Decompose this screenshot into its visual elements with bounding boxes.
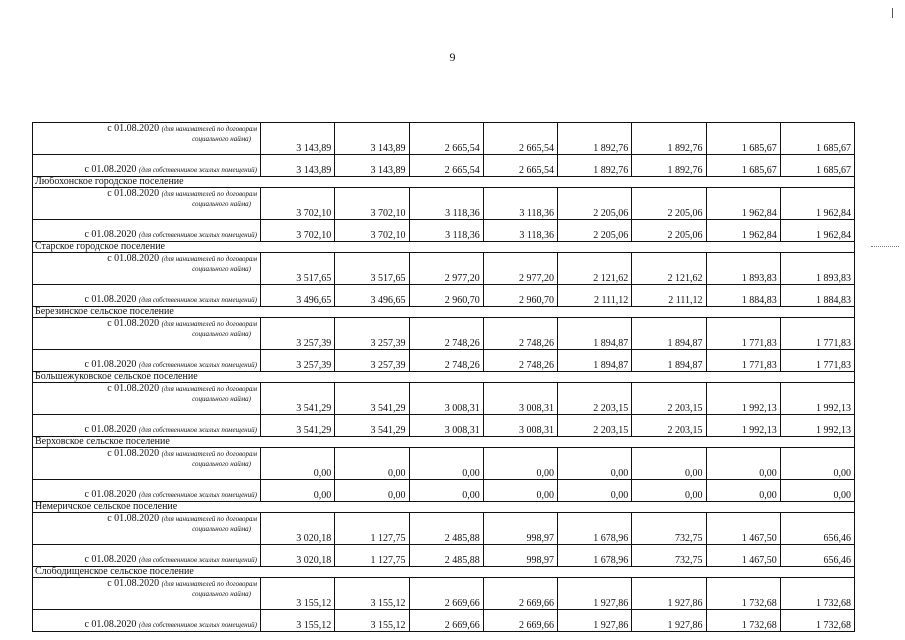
settlement-name: Березинское сельское поселение xyxy=(33,307,855,318)
tariff-value: 2 111,12 xyxy=(632,285,706,307)
category-note-continued: социального найма) xyxy=(192,590,251,598)
effective-date: с 01.08.2020 xyxy=(107,123,160,134)
row-label xyxy=(33,350,261,372)
tariff-value: 1 732,68 xyxy=(780,578,854,610)
settlement-heading-row xyxy=(33,177,855,188)
owner-tariff-row xyxy=(33,350,855,372)
tariff-value: 3 257,39 xyxy=(261,318,335,350)
effective-date: с 01.08.2020 xyxy=(107,513,160,524)
tariff-value: 3 517,65 xyxy=(335,253,409,285)
tariff-value: 1 893,83 xyxy=(706,253,780,285)
owner-tariff-row xyxy=(33,220,855,242)
effective-date: с 01.08.2020 xyxy=(84,229,137,240)
effective-date: с 01.08.2020 xyxy=(107,253,160,264)
tariff-value: 3 118,36 xyxy=(483,188,557,220)
effective-date: с 01.08.2020 xyxy=(107,578,160,589)
tariff-value: 2 205,06 xyxy=(632,188,706,220)
tariff-value: 2 748,26 xyxy=(483,318,557,350)
effective-date: с 01.08.2020 xyxy=(84,489,137,500)
settlement-heading-row xyxy=(33,307,855,318)
tariff-value: 2 748,26 xyxy=(409,350,483,372)
tariff-value: 2 669,66 xyxy=(409,578,483,610)
tariff-value: 1 992,13 xyxy=(780,383,854,415)
effective-date: с 01.08.2020 xyxy=(84,359,137,370)
tariff-value: 2 665,54 xyxy=(483,123,557,155)
tariff-value: 0,00 xyxy=(261,480,335,502)
category-note: (для нанимателей по договорам xyxy=(161,385,257,393)
tariff-value: 2 669,66 xyxy=(483,578,557,610)
owner-tariff-row xyxy=(33,285,855,307)
category-note-continued: социального найма) xyxy=(192,200,251,208)
owner-tariff-row xyxy=(33,480,855,502)
settlement-heading-row xyxy=(33,372,855,383)
tariff-value: 732,75 xyxy=(632,545,706,567)
tenant-tariff-row xyxy=(33,578,855,610)
tariff-value: 1 962,84 xyxy=(780,220,854,242)
tenant-tariff-row xyxy=(33,253,855,285)
tariff-value: 0,00 xyxy=(632,480,706,502)
tariff-value: 1 927,86 xyxy=(632,610,706,632)
category-note: (для собственников жилых помещений) xyxy=(138,296,257,304)
tariff-value: 1 771,83 xyxy=(780,318,854,350)
effective-date: с 01.08.2020 xyxy=(84,424,137,435)
tariff-value: 0,00 xyxy=(558,448,632,480)
owner-tariff-row xyxy=(33,415,855,437)
category-note-continued: социального найма) xyxy=(192,135,251,143)
tariff-value: 2 203,15 xyxy=(558,415,632,437)
tariff-value: 3 541,29 xyxy=(335,383,409,415)
tariff-value: 1 685,67 xyxy=(780,155,854,177)
owner-tariff-row xyxy=(33,610,855,632)
row-label xyxy=(33,318,261,350)
tariff-value: 2 977,20 xyxy=(409,253,483,285)
tariff-value: 3 702,10 xyxy=(335,220,409,242)
tariff-value: 0,00 xyxy=(335,448,409,480)
tariff-value: 1 732,68 xyxy=(780,610,854,632)
row-label xyxy=(33,220,261,242)
tariff-value: 1 962,84 xyxy=(706,188,780,220)
tariff-value: 2 665,54 xyxy=(409,123,483,155)
tariff-value: 2 203,15 xyxy=(632,383,706,415)
effective-date: с 01.08.2020 xyxy=(107,188,160,199)
tariff-value: 3 496,65 xyxy=(261,285,335,307)
category-note: (для нанимателей по договорам xyxy=(161,450,257,458)
tenant-tariff-row xyxy=(33,448,855,480)
tariff-value: 1 992,13 xyxy=(780,415,854,437)
tariff-value: 1 685,67 xyxy=(706,155,780,177)
tariff-value: 2 665,54 xyxy=(409,155,483,177)
category-note: (для собственников жилых помещений) xyxy=(138,621,257,629)
tariff-value: 1 893,83 xyxy=(780,253,854,285)
category-note-continued: социального найма) xyxy=(192,525,251,533)
tariff-value: 1 927,86 xyxy=(632,578,706,610)
tariff-value: 732,75 xyxy=(632,513,706,545)
tariff-value: 2 748,26 xyxy=(409,318,483,350)
tariff-value: 3 118,36 xyxy=(483,220,557,242)
tariff-value: 3 155,12 xyxy=(335,578,409,610)
tariff-value: 3 008,31 xyxy=(483,415,557,437)
tariff-value: 0,00 xyxy=(780,448,854,480)
tariff-value: 0,00 xyxy=(409,448,483,480)
tariff-table xyxy=(32,122,855,632)
tariff-value: 3 702,10 xyxy=(335,188,409,220)
owner-tariff-row xyxy=(33,545,855,567)
tariff-value: 2 205,06 xyxy=(558,220,632,242)
tariff-value: 2 203,15 xyxy=(558,383,632,415)
row-label xyxy=(33,610,261,632)
tariff-value: 1 771,83 xyxy=(780,350,854,372)
tariff-value: 2 669,66 xyxy=(409,610,483,632)
tariff-value: 3 496,65 xyxy=(335,285,409,307)
tariff-value: 1 894,87 xyxy=(632,318,706,350)
tariff-value: 3 118,36 xyxy=(409,220,483,242)
tariff-value: 3 541,29 xyxy=(335,415,409,437)
tariff-value: 1 894,87 xyxy=(558,350,632,372)
tariff-value: 1 685,67 xyxy=(706,123,780,155)
category-note: (для собственников жилых помещений) xyxy=(138,361,257,369)
tariff-value: 3 143,89 xyxy=(335,155,409,177)
settlement-name: Верховское сельское поселение xyxy=(33,437,855,448)
tariff-value: 998,97 xyxy=(483,513,557,545)
category-note-continued: социального найма) xyxy=(192,330,251,338)
row-label xyxy=(33,578,261,610)
tariff-value: 1 992,13 xyxy=(706,383,780,415)
settlement-heading-row xyxy=(33,242,855,253)
tariff-value: 2 669,66 xyxy=(483,610,557,632)
category-note: (для собственников жилых помещений) xyxy=(138,166,257,174)
category-note: (для нанимателей по договорам xyxy=(161,515,257,523)
tariff-value: 0,00 xyxy=(558,480,632,502)
tariff-value: 1 884,83 xyxy=(780,285,854,307)
tariff-value: 0,00 xyxy=(483,480,557,502)
settlement-heading-row xyxy=(33,567,855,578)
tariff-value: 3 702,10 xyxy=(261,220,335,242)
tariff-value: 0,00 xyxy=(780,480,854,502)
tariff-value: 3 143,89 xyxy=(261,155,335,177)
tariff-value: 2 205,06 xyxy=(632,220,706,242)
tariff-value: 0,00 xyxy=(706,448,780,480)
tariff-value: 3 155,12 xyxy=(261,610,335,632)
row-label xyxy=(33,123,261,155)
tariff-value: 1 892,76 xyxy=(632,123,706,155)
category-note: (для собственников жилых помещений) xyxy=(138,556,257,564)
effective-date: с 01.08.2020 xyxy=(84,619,137,630)
tariff-value: 0,00 xyxy=(483,448,557,480)
tariff-value: 3 702,10 xyxy=(261,188,335,220)
tariff-value: 1 927,86 xyxy=(558,610,632,632)
tariff-value: 1 892,76 xyxy=(558,123,632,155)
category-note: (для нанимателей по договорам xyxy=(161,255,257,263)
category-note: (для нанимателей по договорам xyxy=(161,125,257,133)
tariff-value: 0,00 xyxy=(261,448,335,480)
category-note-continued: социального найма) xyxy=(192,395,251,403)
tariff-value: 1 962,84 xyxy=(706,220,780,242)
tariff-value: 2 960,70 xyxy=(409,285,483,307)
settlement-name: Слободищенское сельское поселение xyxy=(33,567,855,578)
effective-date: с 01.08.2020 xyxy=(84,164,137,175)
scan-edge-dots xyxy=(871,246,899,247)
row-label xyxy=(33,448,261,480)
effective-date: с 01.08.2020 xyxy=(107,383,160,394)
tenant-tariff-row xyxy=(33,513,855,545)
tariff-value: 3 008,31 xyxy=(483,383,557,415)
tenant-tariff-row xyxy=(33,123,855,155)
tariff-value: 998,97 xyxy=(483,545,557,567)
row-label xyxy=(33,545,261,567)
category-note: (для нанимателей по договорам xyxy=(161,580,257,588)
tariff-value: 3 020,18 xyxy=(261,513,335,545)
tariff-value: 2 485,88 xyxy=(409,545,483,567)
tariff-value: 3 008,31 xyxy=(409,383,483,415)
tariff-value: 3 257,39 xyxy=(335,318,409,350)
tariff-value: 1 962,84 xyxy=(780,188,854,220)
tariff-value: 3 541,29 xyxy=(261,383,335,415)
tariff-value: 3 257,39 xyxy=(261,350,335,372)
tariff-value: 1 771,83 xyxy=(706,318,780,350)
tariff-value: 1 892,76 xyxy=(632,155,706,177)
owner-tariff-row xyxy=(33,155,855,177)
row-label xyxy=(33,415,261,437)
tariff-value: 1 992,13 xyxy=(706,415,780,437)
tariff-value: 1 467,50 xyxy=(706,513,780,545)
effective-date: с 01.08.2020 xyxy=(84,294,137,305)
tariff-value: 2 960,70 xyxy=(483,285,557,307)
tariff-value: 0,00 xyxy=(335,480,409,502)
tariff-value: 3 143,89 xyxy=(335,123,409,155)
tariff-value: 0,00 xyxy=(632,448,706,480)
tariff-value: 3 517,65 xyxy=(261,253,335,285)
tariff-value: 656,46 xyxy=(780,545,854,567)
settlement-heading-row xyxy=(33,502,855,513)
settlement-name: Любохонское городское поселение xyxy=(33,177,855,188)
tariff-value: 1 732,68 xyxy=(706,578,780,610)
effective-date: с 01.08.2020 xyxy=(107,318,160,329)
tariff-value: 1 127,75 xyxy=(335,545,409,567)
tariff-value: 1 927,86 xyxy=(558,578,632,610)
tariff-value: 1 467,50 xyxy=(706,545,780,567)
tariff-value: 2 121,62 xyxy=(632,253,706,285)
scan-edge-mark xyxy=(892,8,893,18)
tariff-value: 2 485,88 xyxy=(409,513,483,545)
row-label xyxy=(33,155,261,177)
category-note: (для собственников жилых помещений) xyxy=(138,426,257,434)
settlement-name: Старское городское поселение xyxy=(33,242,855,253)
tariff-table-body xyxy=(33,123,855,632)
row-label xyxy=(33,253,261,285)
tariff-value: 1 685,67 xyxy=(780,123,854,155)
tariff-value: 3 143,89 xyxy=(261,123,335,155)
category-note: (для собственников жилых помещений) xyxy=(138,231,257,239)
tariff-value: 3 155,12 xyxy=(261,578,335,610)
tariff-value: 2 205,06 xyxy=(558,188,632,220)
tariff-value: 3 541,29 xyxy=(261,415,335,437)
row-label xyxy=(33,285,261,307)
tariff-value: 656,46 xyxy=(780,513,854,545)
tariff-value: 1 771,83 xyxy=(706,350,780,372)
tariff-value: 3 020,18 xyxy=(261,545,335,567)
tariff-value: 0,00 xyxy=(706,480,780,502)
row-label xyxy=(33,188,261,220)
tenant-tariff-row xyxy=(33,383,855,415)
tariff-value: 3 118,36 xyxy=(409,188,483,220)
tariff-value: 2 977,20 xyxy=(483,253,557,285)
tariff-value: 3 155,12 xyxy=(335,610,409,632)
tariff-value: 1 678,96 xyxy=(558,513,632,545)
page-number: 9 xyxy=(449,50,456,64)
effective-date: с 01.08.2020 xyxy=(107,448,160,459)
tariff-value: 0,00 xyxy=(409,480,483,502)
row-label xyxy=(33,513,261,545)
tariff-value: 2 111,12 xyxy=(558,285,632,307)
category-note-continued: социального найма) xyxy=(192,460,251,468)
tariff-value: 1 732,68 xyxy=(706,610,780,632)
tariff-value: 1 894,87 xyxy=(558,318,632,350)
settlement-name: Большежуковское сельское поселение xyxy=(33,372,855,383)
tariff-value: 1 884,83 xyxy=(706,285,780,307)
category-note: (для нанимателей по договорам xyxy=(161,190,257,198)
tariff-value: 3 257,39 xyxy=(335,350,409,372)
tariff-value: 2 665,54 xyxy=(483,155,557,177)
settlement-name: Немеричское сельское поселение xyxy=(33,502,855,513)
category-note: (для собственников жилых помещений) xyxy=(138,491,257,499)
tariff-value: 2 121,62 xyxy=(558,253,632,285)
category-note: (для нанимателей по договорам xyxy=(161,320,257,328)
tenant-tariff-row xyxy=(33,318,855,350)
tariff-value: 2 203,15 xyxy=(632,415,706,437)
effective-date: с 01.08.2020 xyxy=(84,554,137,565)
tariff-value: 1 127,75 xyxy=(335,513,409,545)
row-label xyxy=(33,480,261,502)
tenant-tariff-row xyxy=(33,188,855,220)
row-label xyxy=(33,383,261,415)
tariff-value: 3 008,31 xyxy=(409,415,483,437)
tariff-value: 2 748,26 xyxy=(483,350,557,372)
tariff-value: 1 678,96 xyxy=(558,545,632,567)
settlement-heading-row xyxy=(33,437,855,448)
tariff-value: 1 894,87 xyxy=(632,350,706,372)
tariff-value: 1 892,76 xyxy=(558,155,632,177)
category-note-continued: социального найма) xyxy=(192,265,251,273)
